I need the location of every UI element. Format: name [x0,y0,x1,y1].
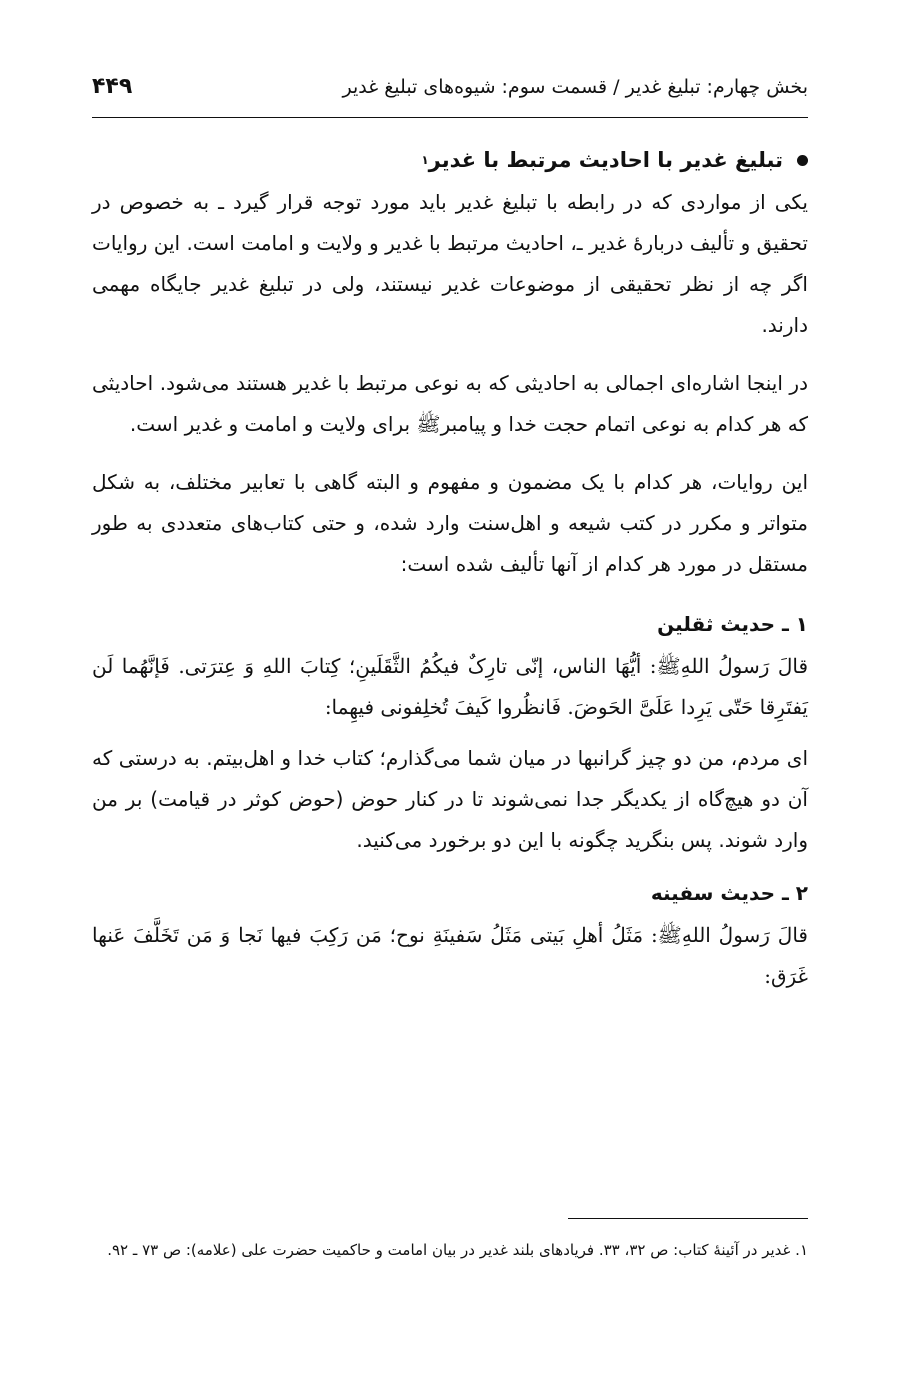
bullet-icon [797,155,808,166]
footnote-rule [568,1218,808,1219]
section-title-text: تبلیغ غدیر با احادیث مرتبط با غدیر [428,148,783,172]
heading-hadith-safina: ۲ ـ حدیث سفینه [650,881,808,905]
paragraph-related-hadiths: در اینجا اشاره‌ای اجمالی به احادیثی که به نوعی مرتبط با غدیر هستند می‌شود. احادیثی که هر کدام به نوعی اتمام حجت خدا و پیامبرﷺ برای ولایت و امامت و غدیر است. [92,371,808,436]
footnote: ۱. غدیر در آئینۀ کتاب: ص ۳۲، ۳۳. فریادهای بلند غدیر در بیان امامت و حاکمیت حضرت علی (علامه): ص ۷۳ ـ ۹۲. [107,1241,808,1259]
hadith-thaqalayn-arabic: قالَ رَسولُ اللهِﷺ: أیُّهَا الناس، إنّی تارِکٌ فیکُمُ الثَّقَلَینِ؛ کِتابَ اللهِ وَ عِترَتی. فَإنَّهُما لَن یَفتَرِقا حَتّی یَرِدا عَلَیَّ الحَوضَ. فَانظُروا کَیفَ تُخلِفونی فیهِما: [92,654,808,719]
header-rule [92,117,808,118]
paragraph-narrations: این روایات، هر کدام با یک مضمون و مفهوم و البته گاهی با تعابیر مختلف، به شکل متواتر و مکرر در کتب شیعه و اهل‌سنت وارد شده، و حتی کتاب‌های متعددی به طور مستقل در مورد هر کدام از آنها تألیف شده است: [92,470,808,576]
paragraph-intro: یکی از مواردی که در رابطه با تبلیغ غدیر باید مورد توجه قرار گیرد ـ به خصوص در تحقیق و تألیف دربارۀ غدیر ـ، احادیث مرتبط با غدیر و ولایت و امامت است. این روایات اگر چه از نظر تحقیقی از موضوعات غدیر نیستند، ولی در تبلیغ غدیر جایگاه مهمی دارند. [92,190,808,337]
section-title: تبلیغ غدیر با احادیث مرتبط با غدیر ۱ [92,138,808,182]
heading-hadith-thaqalayn: ۱ ـ حدیث ثقلین [657,612,808,636]
running-head [92,72,808,102]
page-body [92,138,808,997]
running-title: بخش چهارم: تبلیغ غدیر / قسمت سوم: شیوه‌های تبلیغ غدیر [342,76,808,98]
page-number: ۴۴۹ [92,74,133,99]
hadith-thaqalayn-translation: ای مردم، من دو چیز گرانبها در میان شما می‌گذارم؛ کتاب خدا و اهل‌بیتم. به درستی که آن دو هیچ‌گاه از یکدیگر جدا نمی‌شوند تا در کنار حوض (حوض کوثر در قیامت) بر من وارد شوند. پس بنگرید چگونه با این دو برخورد می‌کنید. [92,746,808,852]
hadith-safina-arabic: قالَ رَسولُ اللهِﷺ: مَثَلُ أهلِ بَیتی مَثَلُ سَفینَةِ نوح؛ مَن رَکِبَ فیها نَجا وَ مَن تَخَلَّفَ عَنها غَرَق: [92,923,808,988]
